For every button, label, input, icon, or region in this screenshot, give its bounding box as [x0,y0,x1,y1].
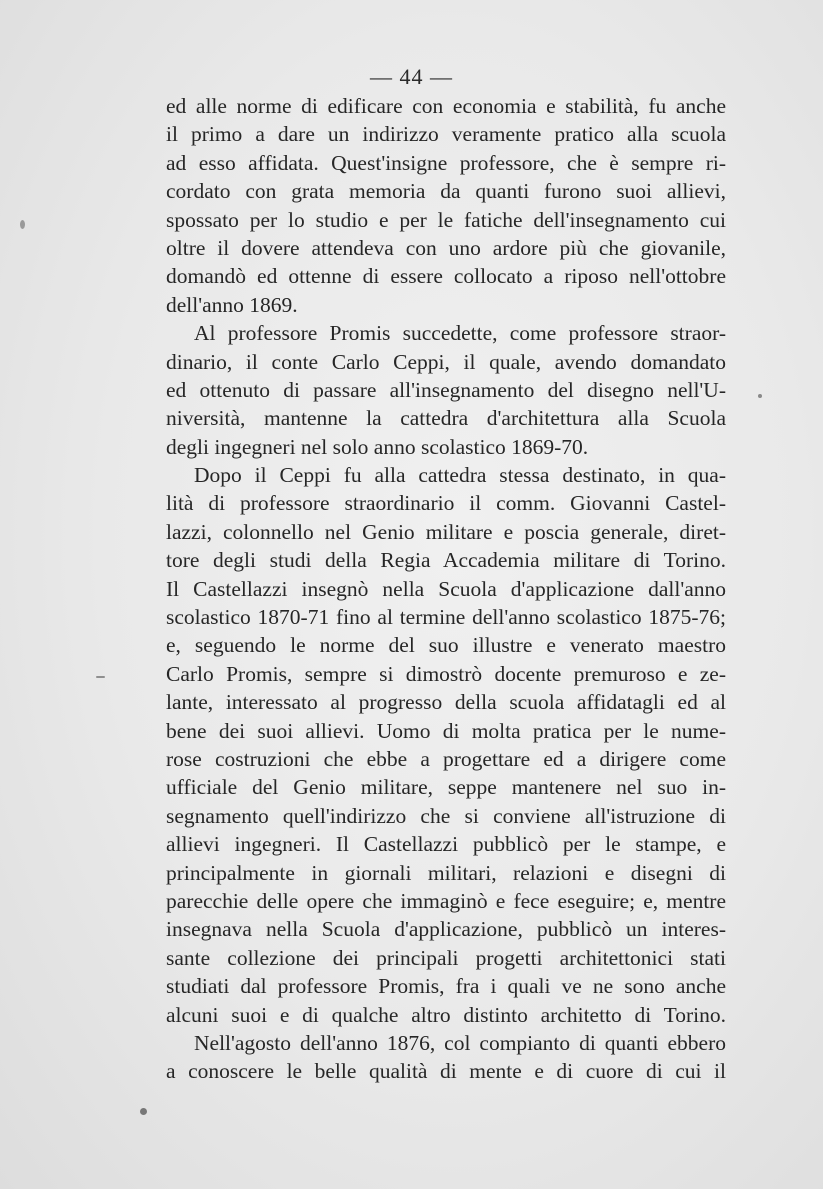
text-line: bene dei suoi allievi. Uomo di molta pratica per le nume- [166,718,726,743]
text-line: degli ingegneri nel solo anno scolastico 1869-70. [166,434,589,459]
text-line: spossato per lo studio e per le fatiche dell'insegnamento cui [166,207,726,232]
text-line: e, seguendo le norme del suo illustre e venerato maestro [166,633,726,658]
text-line: alcuni suoi e di qualche altro distinto architetto di Torino. [166,1002,726,1027]
text-line: il primo a dare un indirizzo veramente pratico alla scuola [166,122,726,147]
text-line: rose costruzioni che ebbe a progettare ed a dirigere come [166,746,726,771]
text-line: scolastico 1870-71 fino al termine dell'anno scolastico 1875-76; [166,605,726,630]
paper-speck [96,676,105,678]
text-line: dinario, il conte Carlo Ceppi, il quale, avendo domandato [166,349,726,374]
text-line: ed alle norme di edificare con economia e stabilità, fu anche [166,94,726,118]
text-line: Carlo Promis, sempre si dimostrò docente premuroso e ze- [166,661,726,686]
text-line: domandò ed ottenne di essere collocato a riposo nell'ottobre [166,264,726,289]
text-line: tore degli studi della Regia Accademia militare di Torino. [166,548,726,573]
text-line: sante collezione dei principali progetti architettonici stati [166,945,726,970]
text-line: cordato con grata memoria da quanti furono suoi allievi, [166,179,726,204]
text-line: Dopo il Ceppi fu alla cattedra stessa destinato, in qua- [194,463,726,488]
text-line: niversità, mantenne la cattedra d'architettura alla Scuola [166,406,726,431]
text-line: oltre il dovere attendeva con uno ardore più che giovanile, [166,235,726,260]
body-text [166,92,726,1086]
text-line: dell'anno 1869. [166,292,298,317]
text-line: Nell'agosto dell'anno 1876, col compianto di quanti ebbero [194,1030,726,1055]
paper-speck [140,1108,147,1115]
text-line: a conoscere le belle qualità di mente e di cuore di cui il [166,1059,726,1084]
text-line: parecchie delle opere che immaginò e fece eseguire; e, mentre [166,888,726,913]
paper-speck [758,394,762,398]
page-number: — 44 — [370,64,453,89]
text-line: allievi ingegneri. Il Castellazzi pubblicò per le stampe, e [166,832,726,857]
text-line: studiati dal professore Promis, fra i quali ve ne sono anche [166,974,726,999]
text-line: ed ottenuto di passare all'insegnamento del disegno nell'U- [166,377,726,402]
text-line: lità di professore straordinario il comm. Giovanni Castel- [166,491,726,516]
text-line: insegnava nella Scuola d'applicazione, pubblicò un interes- [166,917,726,942]
text-line: ad esso affidata. Quest'insigne professore, che è sempre ri- [166,150,726,175]
paper-speck [20,220,25,229]
text-line: Al professore Promis succedette, come professore straor- [194,321,726,346]
text-line: lazzi, colonnello nel Genio militare e poscia generale, diret- [166,519,726,544]
text-line: lante, interessato al progresso della scuola affidatagli ed al [166,690,726,715]
text-line: segnamento quell'indirizzo che si conviene all'istruzione di [166,803,726,828]
text-line: Il Castellazzi insegnò nella Scuola d'applicazione dall'anno [166,576,726,601]
text-line: ufficiale del Genio militare, seppe mantenere nel suo in- [166,775,726,800]
text-line: principalmente in giornali militari, relazioni e disegni di [166,860,726,885]
